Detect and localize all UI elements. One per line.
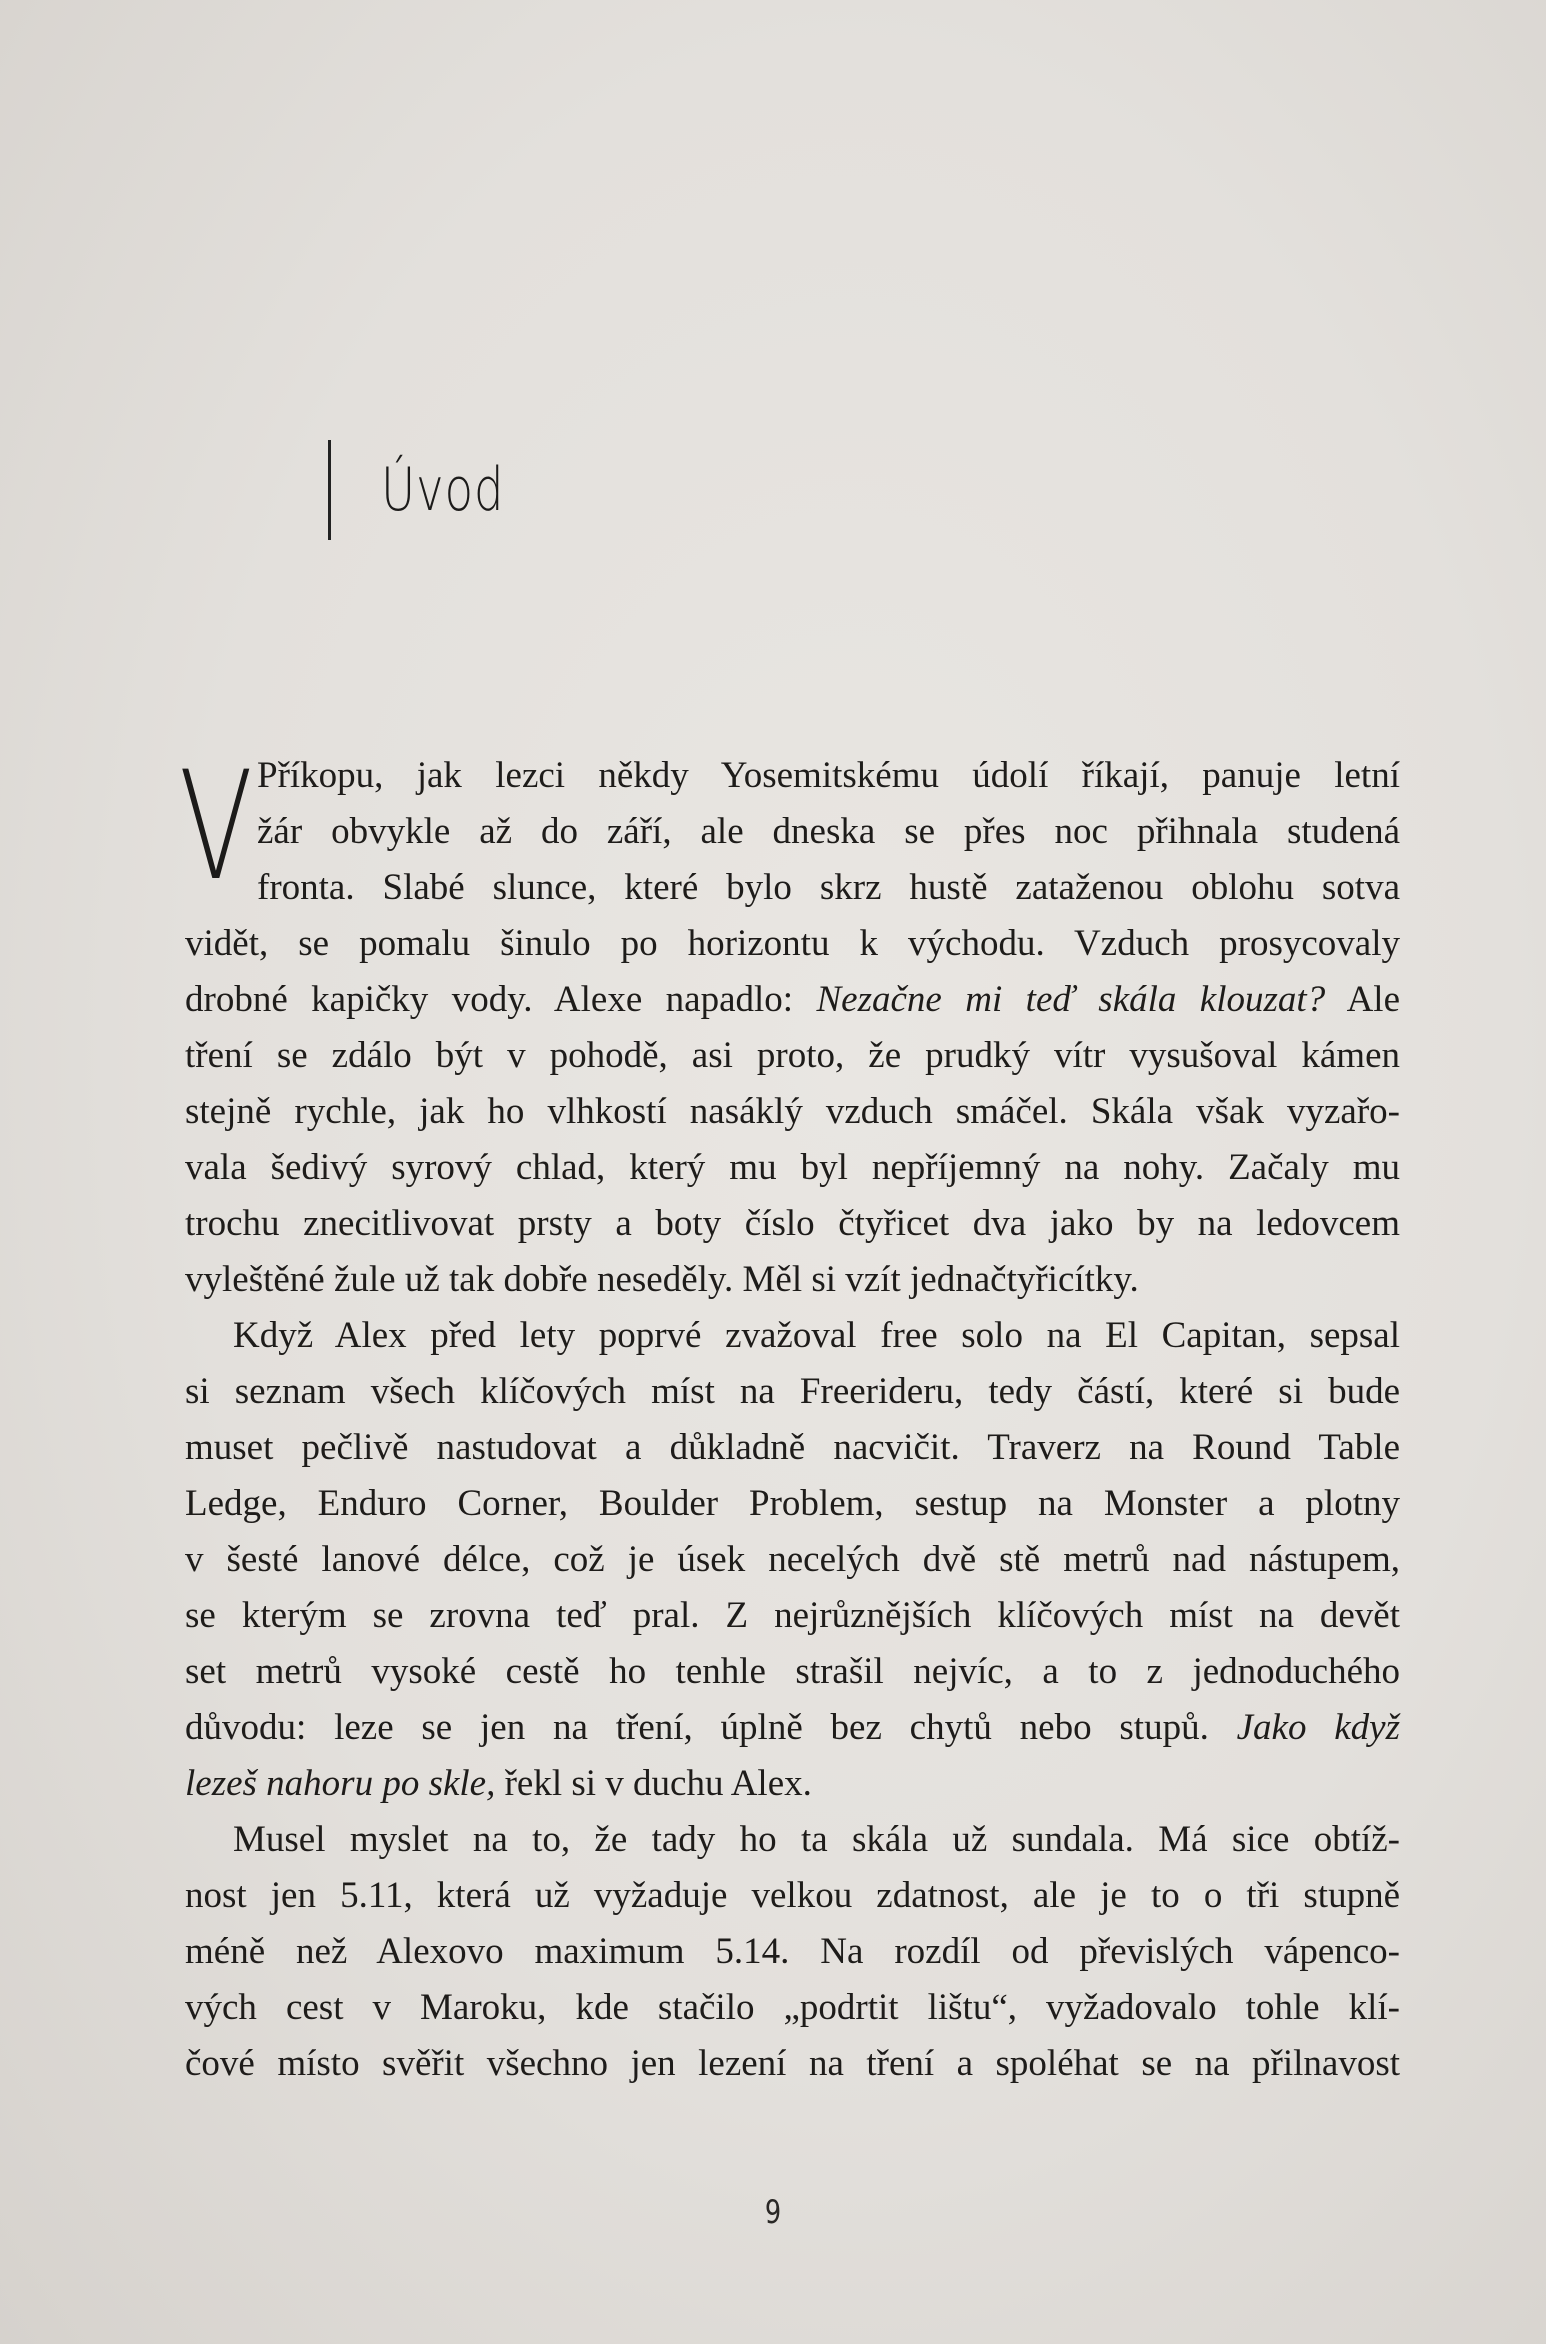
italic-thought: Nezačne mi teď skála klouzat? bbox=[816, 979, 1326, 1020]
text-line: se kterým se zrovna teď pral. Z nejrůznějších klíčových míst na devět bbox=[185, 1595, 1400, 1636]
italic-thought: Jako když bbox=[1236, 1707, 1400, 1748]
text-line: žár obvykle až do září, ale dneska se přes noc přihnala studená bbox=[257, 811, 1400, 852]
chapter-rule bbox=[328, 440, 331, 540]
text-line bbox=[185, 1700, 1400, 1756]
text-span: drobné kapičky vody. Alexe napadlo: bbox=[185, 979, 817, 1020]
drop-cap: V bbox=[179, 740, 253, 914]
text-line: stejně rychle, jak ho vlhkostí nasáklý vzduch smáčel. Skála však vyzařo- bbox=[185, 1091, 1400, 1132]
paragraph-1 bbox=[179, 740, 1400, 1308]
text-span: důvodu: leze se jen na tření, úplně bez chytů nebo stupů. bbox=[185, 1707, 1237, 1748]
body-text bbox=[179, 740, 1400, 2092]
text-line: vých cest v Maroku, kde stačilo „podrtit lištu“, vyžadovalo tohle klí- bbox=[185, 1987, 1400, 2028]
text-line: nost jen 5.11, která už vyžaduje velkou zdatnost, ale je to o tři stupně bbox=[185, 1875, 1400, 1916]
paragraph-2 bbox=[185, 1308, 1400, 1812]
chapter-title: Úvod bbox=[381, 455, 505, 525]
text-line bbox=[185, 972, 1400, 1028]
text-line: v šesté lanové délce, což je úsek necelých dvě stě metrů nad nástupem, bbox=[185, 1539, 1400, 1580]
text-line: Musel myslet na to, že tady ho ta skála už sundala. Má sice obtíž- bbox=[233, 1819, 1400, 1860]
text-line: vala šedivý syrový chlad, který mu byl nepříjemný na nohy. Začaly mu bbox=[185, 1147, 1400, 1188]
chapter-heading bbox=[328, 440, 539, 540]
text-line: vidět, se pomalu šinulo po horizontu k východu. Vzduch prosycovaly bbox=[185, 923, 1400, 964]
text-line: si seznam všech klíčových míst na Freerideru, tedy částí, které si bude bbox=[185, 1371, 1400, 1412]
text-span: řekl si v duchu Alex. bbox=[504, 1763, 812, 1804]
text-line: Ledge, Enduro Corner, Boulder Problem, sestup na Monster a plotny bbox=[185, 1483, 1400, 1524]
text-line: Když Alex před lety poprvé zvažoval free solo na El Capitan, sepsal bbox=[233, 1315, 1400, 1356]
text-line: set metrů vysoké cestě ho tenhle strašil nejvíc, a to z jednoduchého bbox=[185, 1651, 1400, 1692]
italic-thought: lezeš nahoru po skle, bbox=[185, 1763, 496, 1804]
text-line: tření se zdálo být v pohodě, asi proto, že prudký vítr vysušoval kámen bbox=[185, 1035, 1400, 1076]
text-line: Příkopu, jak lezci někdy Yosemitskému údolí říkají, panuje letní bbox=[257, 755, 1400, 796]
text-line: méně než Alexovo maximum 5.14. Na rozdíl od převislých vápenco- bbox=[185, 1931, 1400, 1972]
text-line: trochu znecitlivovat prsty a boty číslo čtyřicet dva jako by na ledovcem bbox=[185, 1203, 1400, 1244]
paragraph-3 bbox=[185, 1812, 1400, 2092]
page-number: 9 bbox=[764, 2193, 782, 2231]
text-line: vyleštěné žule už tak dobře neseděly. Měl si vzít jednačtyřicítky. bbox=[185, 1259, 1139, 1300]
text-line: čové místo svěřit všechno jen lezení na tření a spoléhat se na přilnavost bbox=[185, 2043, 1400, 2084]
text-span: Ale bbox=[1325, 979, 1400, 1020]
text-line: fronta. Slabé slunce, které bylo skrz hustě zataženou oblohu sotva bbox=[257, 867, 1400, 908]
text-line bbox=[185, 1756, 1400, 1812]
text-line: muset pečlivě nastudovat a důkladně nacvičit. Traverz na Round Table bbox=[185, 1427, 1400, 1468]
